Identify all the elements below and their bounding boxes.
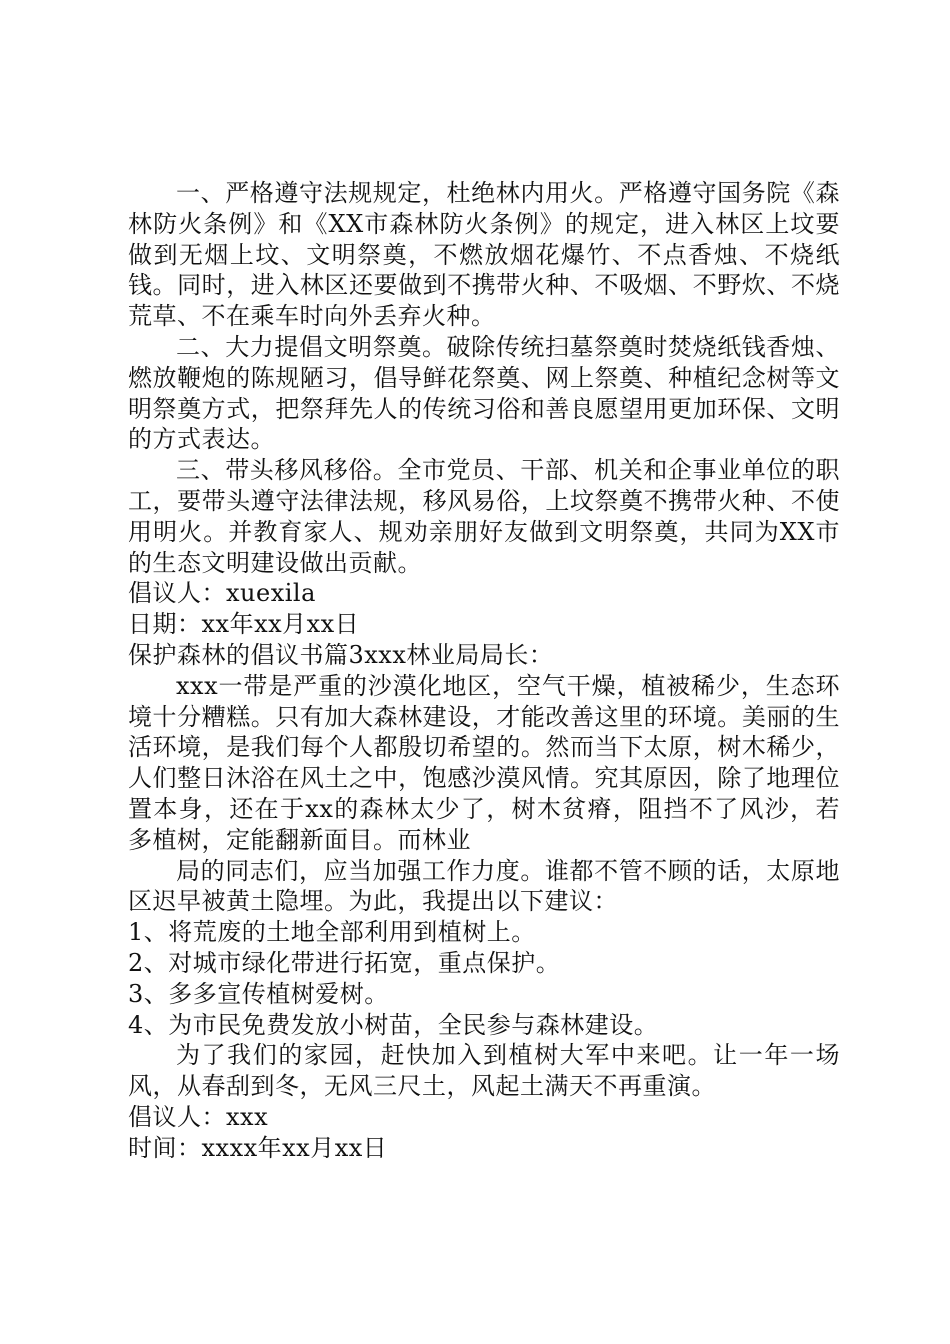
- suggestion-item: 3、多多宣传植树爱树。: [128, 979, 389, 1008]
- paragraph-call-to-action: 为了我们的家园，赶快加入到植树大军中来吧。让一年一场风，从春刮到冬，无风三尺土，风起土满天不再重演。: [128, 1041, 840, 1101]
- suggestion-item: 4、为市民免费发放小树苗，全民参与森林建设。: [128, 1010, 659, 1039]
- suggestion-item: 1、将荒废的土地全部利用到植树上。: [128, 918, 536, 947]
- letter-heading: 保护森林的倡议书篇3xxx林业局局长：: [128, 640, 554, 669]
- paragraph-forestry-bureau: 局的同志们，应当加强工作力度。谁都不管不顾的话，太原地区迟早被黄土隐埋。为此，我提出以下建议：: [128, 856, 840, 916]
- paragraph-desertification: xxx一带是严重的沙漠化地区，空气干燥，植被稀少，生态环境十分糟糕。只有加大森林建设，才能改善这里的环境。美丽的生活环境，是我们每个人都殷切希望的。然而当下太原，树木稀少，人们整日沐浴在风土之中，饱感沙漠风情。究其原因，除了地理位置本身，还在于xx的森林太少了，树木贫瘠，阻挡不了风沙，若多植树，定能翻新面目。而林业: [128, 671, 840, 854]
- suggestion-item: 2、对城市绿化带进行拓宽，重点保护。: [128, 948, 561, 977]
- paragraph-fire-prevention: 一、严格遵守法规规定，杜绝林内用火。严格遵守国务院《森林防火条例》和《XX市森林防火条例》的规定，进入林区上坟要做到无烟上坟、文明祭奠，不燃放烟花爆竹、不点香烛、不烧纸钱。同时，进入林区还要做到不携带火种、不吸烟、不野炊、不烧荒草、不在乘车时向外丢弃火种。: [128, 179, 840, 331]
- paragraph-lead-by-example: 三、带头移风移俗。全市党员、干部、机关和企事业单位的职工，要带头遵守法律法规，移风易俗，上坟祭奠不携带火种、不使用明火。并教育家人、规劝亲朋好友做到文明祭奠，共同为XX市的生态文明建设做出贡献。: [128, 456, 840, 577]
- paragraph-civilized-memorial: 二、大力提倡文明祭奠。破除传统扫墓祭奠时焚烧纸钱香烛、燃放鞭炮的陈规陋习，倡导鲜花祭奠、网上祭奠、种植纪念树等文明祭奠方式，把祭拜先人的传统习俗和善良愿望用更加环保、文明的方式表达。: [128, 332, 840, 454]
- signature-initiator: 倡议人：xuexila: [128, 579, 316, 608]
- document-body: [128, 178, 840, 1164]
- closing-initiator: 倡议人：xxx: [128, 1102, 269, 1131]
- signature-date: 日期：xx年xx月xx日: [128, 610, 360, 639]
- closing-date: 时间：xxxx年xx月xx日: [128, 1133, 388, 1162]
